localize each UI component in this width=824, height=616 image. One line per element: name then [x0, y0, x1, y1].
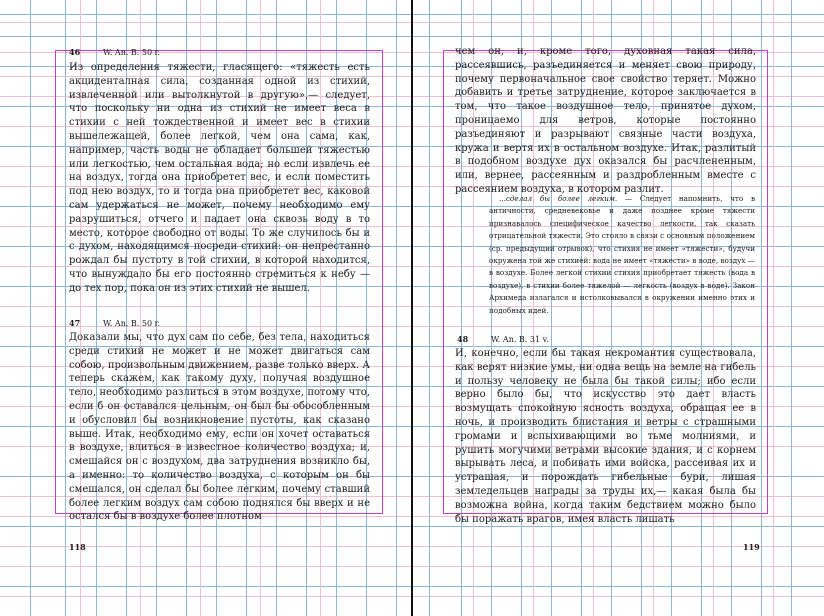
grid-line: [413, 546, 824, 547]
column-guide: [429, 0, 430, 616]
section-number: 46: [69, 47, 81, 57]
right-page: [413, 0, 824, 616]
section-number: 47: [69, 318, 81, 328]
section-body: [455, 347, 756, 525]
paragraph: И, конечно, если бы такая некромантия существовала, как верят низкие умы, ни одна вещь на земле на гибель и пользу человеку не была бы такой силы; ибо если верно было бы, что искусство это дает власть возмущать спокойную ясность воздуха, обращая ее в ночь, и производить блистания и ветры с страшными громами и вспыхивающими во тьме молниями, и рушить могучими ветрами высокие здания, и с корнем вырывать леса, и побивать ими войска, рассеивая их и устрашая, и порождать гибельные бури, лишая земледельцев награды за труды их,— какая была бы возможна война, когда таким бедствием можно было бы поражать врагов, имея власть лишать: [455, 348, 756, 525]
column-guide: [773, 0, 774, 616]
grid-line: [413, 586, 824, 587]
section-body: [69, 331, 370, 523]
grid-line: [0, 22, 411, 23]
column-guide: [791, 0, 792, 616]
grid-line: [413, 36, 824, 37]
paragraph: чем он, и, кроме того, духовная такая сила, рассеявшись, разъединяется и меняет свою природу, почему первоначальное свое свойство теряет. Можно добавить и третье затруднение, которое заключается в том, что такое воздушное тело, принятое духом, проницаемо для ветров, которые постоянно разъединяют и разрывают связные части воздуха, кружа и вертя их в остальном воздухе. Итак, разлитый в подобном воздухе дух оказался бы расчлененным, или, вернее, рассеянным и раздробленным вместе с рассеянием воздуха, в котором разлит.: [455, 46, 756, 195]
paragraph: Из определения тяжести, гласящего: «тяжесть есть акциденталная сила, созданная одной из стихий, извлеченной или вытолкнутой в другую»,— следует, что поскольку ни одна из стихий не имеет веса в стихии с ней тождественной и имеет вес в стихии вышележащей, более легкой, чем она сама, как, например, часть воды не обладает большей тяжестью или легкостью, чем остальная вода; но если извлечь ее на воздух, тогда она приобретет вес, и если поместить под нею воздух, то и тогда она приобретет вес, каковой сам удержаться не может, почему необходимо ему разрушиться, отчего и падает она сквозь воду в то место, которое свободно от воды. То же случилось бы и с духом, находящимся посреди стихий: он непрестанно рождал бы пустоту в той стихии, в которой находится, что вынуждало бы его постоянно стремиться к небу — до тех пор, пока он из этих стихий не вышел.: [69, 62, 370, 294]
footnote-lead: ...сделал бы более легким.: [499, 194, 618, 203]
grid-line: [413, 14, 824, 15]
grid-line: [0, 14, 411, 15]
section-reference: W. An. B. 31 v.: [491, 335, 549, 344]
section-heading: [69, 318, 160, 329]
paragraph: Доказали мы, что дух сам по себе, без тела, находиться среди стихий не может и не может двигаться сам собою, произвольным движением, разве только вверх. А теперь скажем, как такому духу, получая воздушное тело, необходимо разлиться в этом воздухе, потому что, если б он оставался цельным, он был бы обособленным и обусловил бы возникновение пустоты, как сказано выше. Итак, необходимо ему, если он хочет оставаться в воздухе, влиться в известное количество воздуха; и, смешайся он с воздухом, два затруднения возникло бы, а именно: то количество воздуха, с которым он бы смешался, он сделал бы более легким, почему ставший более легким воздух сам собою поднялся бы вверх и не остался бы в воздухе более плотном: [69, 332, 370, 523]
grid-line: [0, 36, 411, 37]
section-number: 48: [457, 334, 469, 344]
grid-line: [0, 566, 411, 567]
section-reference: W. An. B. 50 r.: [103, 48, 161, 57]
grid-line: [0, 526, 411, 527]
grid-line: [0, 546, 411, 547]
column-guide: [396, 0, 397, 616]
section-reference: W. An. B. 50 r.: [103, 319, 161, 328]
section-body: [69, 61, 370, 296]
footnote-text: — Следует напомнить, что в античности, средневековье и даже позднее кроме тяжести признавалось специфическое качество легкости, так сказать отрицательной тяжести. Это стояло в связи с основным положением (ср. предыдущий отрывок), что стихия не имеет «тяжести», будучи окружена той же стихией: вода не имеет «тяжести» в воде, воздух — в воздухе. Более легкой стихии стихия приобретает тяжесть (вода в воздухе), в стихии более тяжелой — легкость (воздух в воде). Закон Архимеда излагался и истолковывался в окружении именно этих и подобных идей.: [489, 194, 755, 315]
grid-line: [0, 586, 411, 587]
section-heading: [69, 47, 160, 58]
grid-line: [413, 22, 824, 23]
grid-line: [413, 596, 824, 597]
section-heading: [457, 334, 549, 345]
left-page: [0, 0, 411, 616]
footnote: [489, 193, 755, 317]
grid-line: [0, 596, 411, 597]
grid-line: [413, 566, 824, 567]
page-number: 119: [743, 542, 760, 552]
section-body: [455, 45, 756, 197]
column-guide: [30, 0, 31, 616]
page-number: 118: [69, 542, 86, 552]
